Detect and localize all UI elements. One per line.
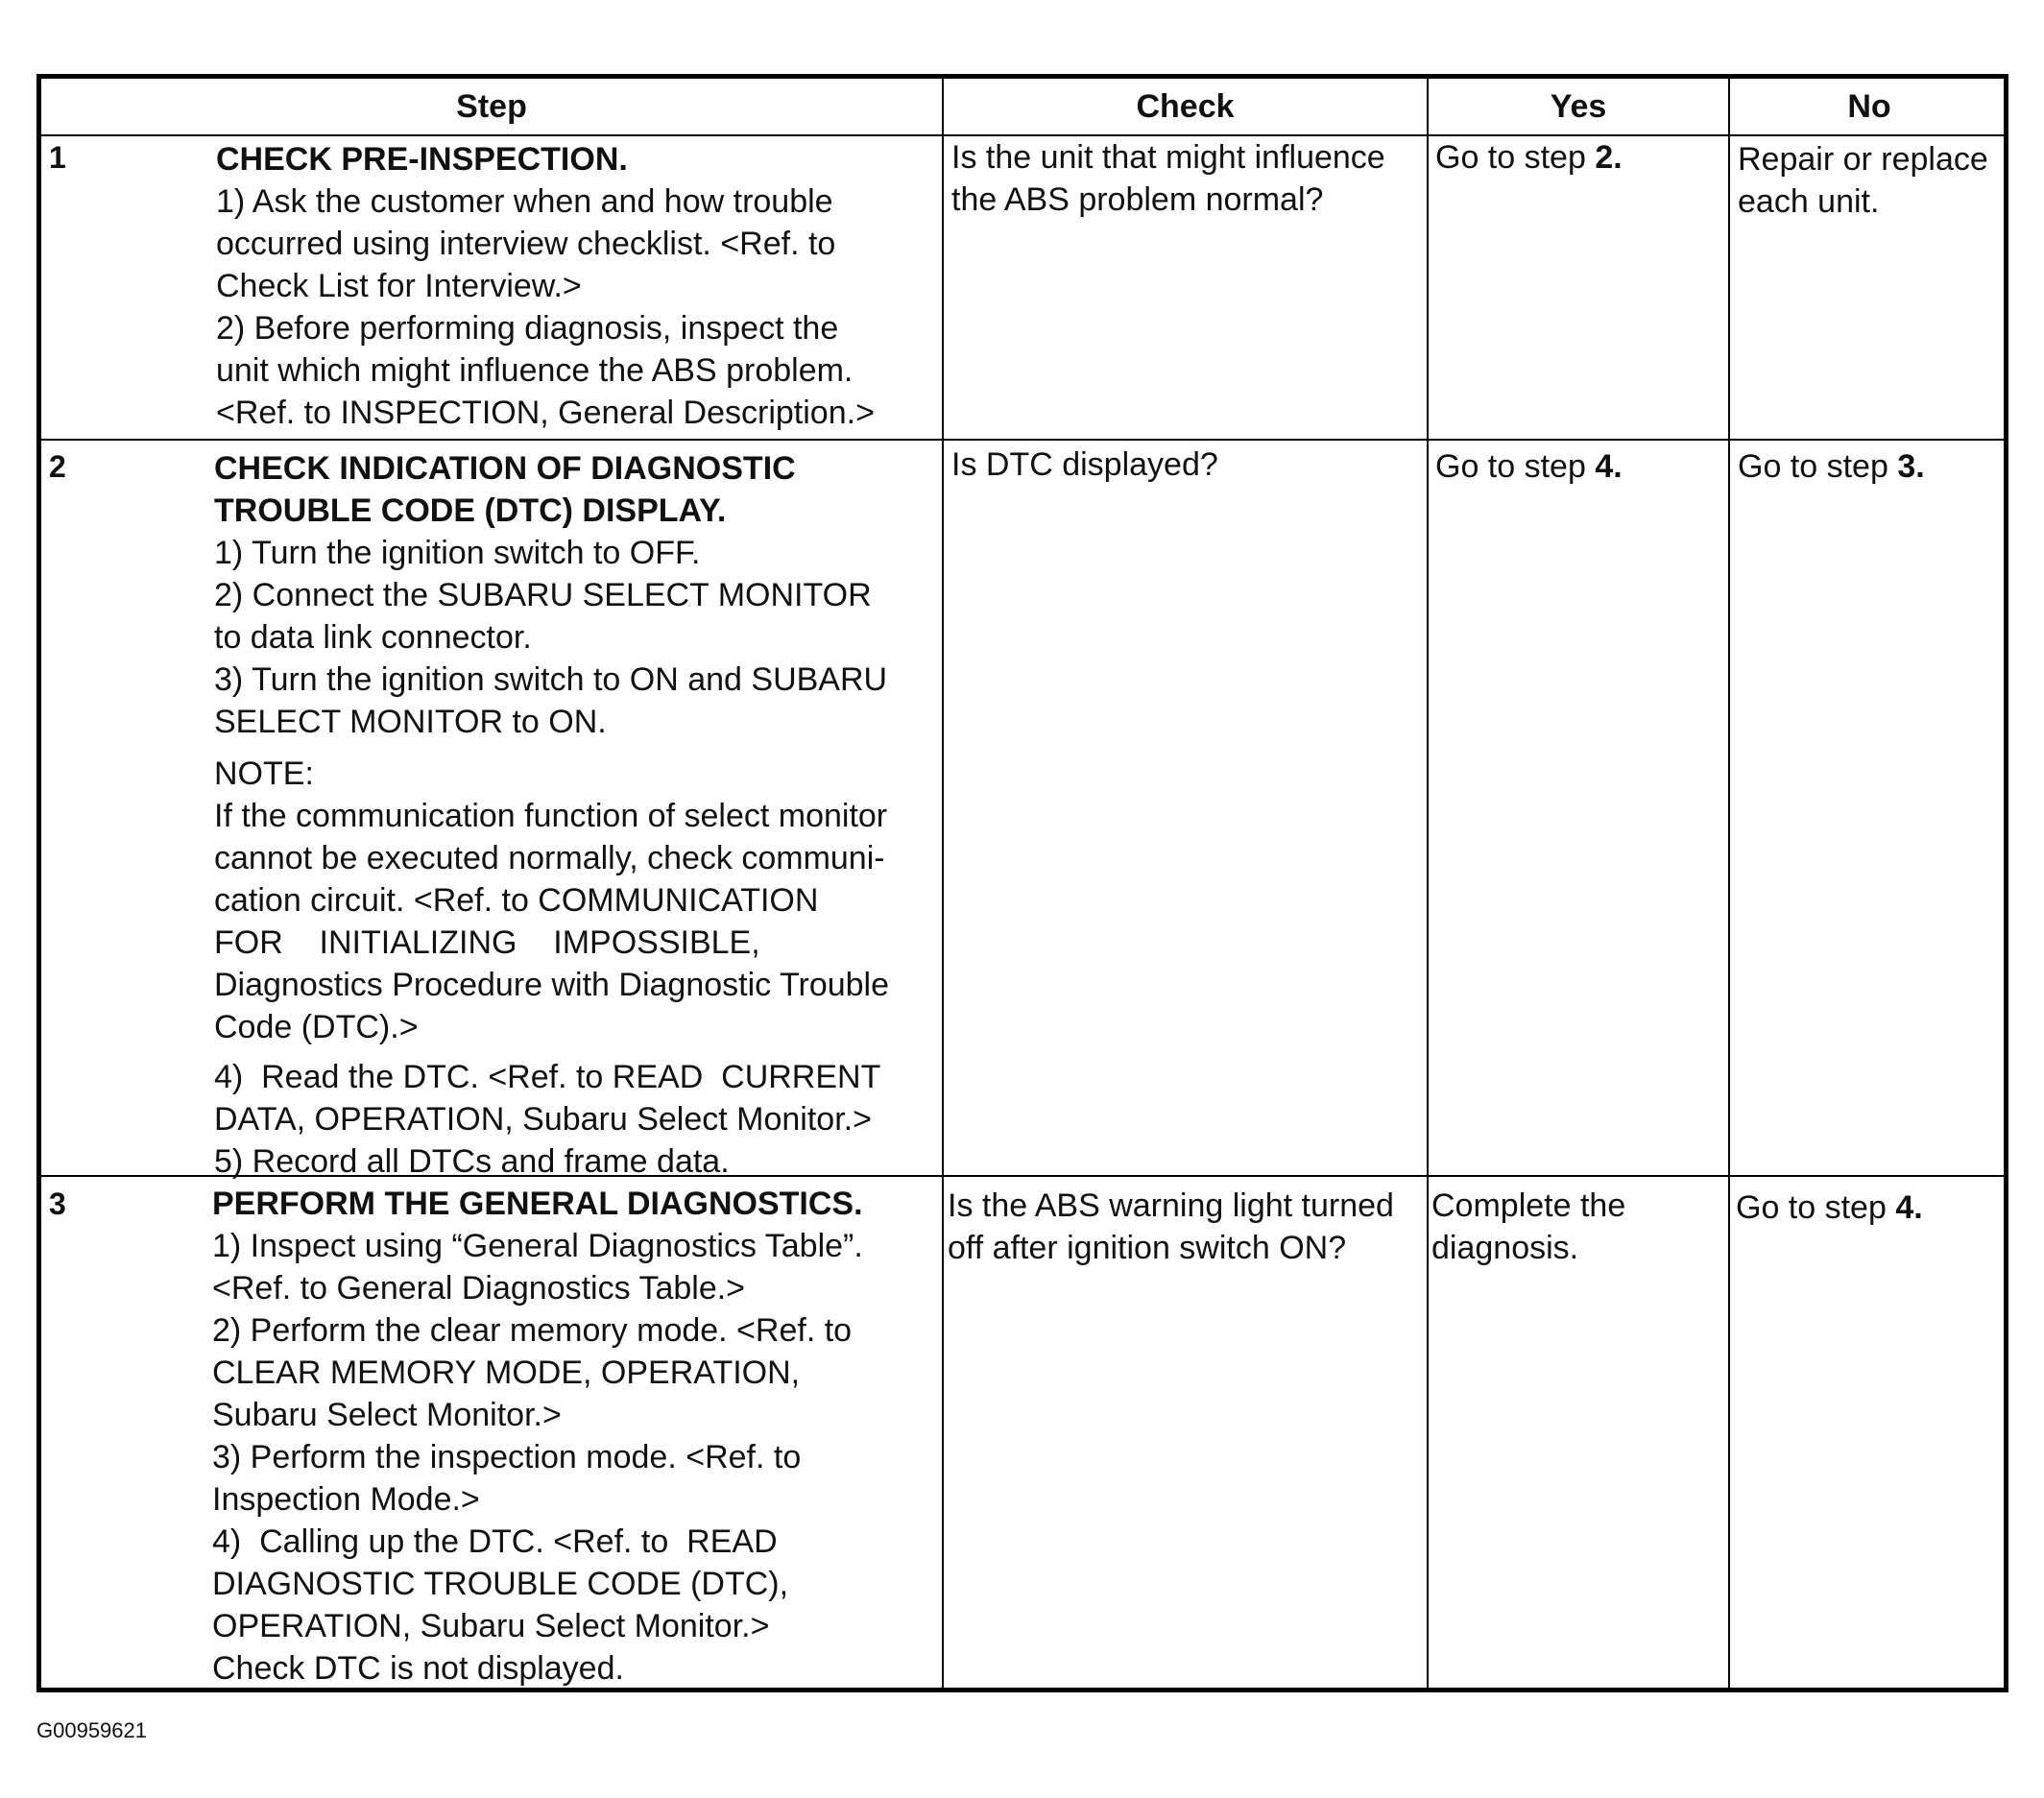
step-title: PERFORM THE GENERAL DIAGNOSTICS.: [212, 1186, 863, 1222]
step-line: 3) Perform the inspection mode. <Ref. to: [212, 1439, 802, 1475]
step-line: 1) Turn the ignition switch to OFF.: [214, 535, 701, 571]
step-title: TROUBLE CODE (DTC) DISPLAY.: [214, 492, 727, 529]
figure-id: G00959621: [36, 1718, 147, 1742]
step-line: 3) Turn the ignition switch to ON and SUBARU: [214, 661, 888, 698]
step-line: DATA, OPERATION, Subaru Select Monitor.>: [214, 1101, 872, 1138]
step-number: 1: [49, 140, 66, 175]
no-text: [1736, 1187, 1923, 1229]
step-line: SELECT MONITOR to ON.: [214, 704, 607, 740]
step-line: 4) Calling up the DTC. <Ref. to READ: [212, 1523, 778, 1560]
step-line: to data link connector.: [214, 619, 532, 656]
step-line: DIAGNOSTIC TROUBLE CODE (DTC),: [212, 1566, 789, 1602]
header-check: Check: [1136, 87, 1235, 125]
step-instructions: [214, 447, 889, 1183]
check-line: off after ignition switch ON?: [948, 1230, 1347, 1266]
note-line: Diagnostics Procedure with Diagnostic Trouble: [214, 967, 890, 1003]
step-instructions: [212, 1183, 863, 1690]
column-divider: [1728, 79, 1730, 1688]
step-line: CLEAR MEMORY MODE, OPERATION,: [212, 1354, 801, 1391]
note-line: Code (DTC).>: [214, 1009, 419, 1045]
check-line: Is DTC displayed?: [951, 446, 1218, 483]
note-line: If the communication function of select monitor: [214, 798, 888, 834]
step-line: 4) Read the DTC. <Ref. to READ CURRENT: [214, 1059, 881, 1095]
step-line: Inspection Mode.>: [212, 1481, 480, 1518]
header-no: No: [1847, 87, 1891, 125]
step-line: Subaru Select Monitor.>: [212, 1397, 562, 1433]
step-line: OPERATION, Subaru Select Monitor.>: [212, 1608, 770, 1644]
no-prefix: Go to step: [1738, 448, 1898, 485]
yes-text: [1435, 136, 1623, 179]
yes-text: [1431, 1185, 1625, 1269]
check-line: the ABS problem normal?: [951, 181, 1324, 218]
check-text: [951, 136, 1385, 221]
header-yes: Yes: [1550, 87, 1607, 125]
yes-line: diagnosis.: [1431, 1230, 1579, 1266]
note-line: FOR INITIALIZING IMPOSSIBLE,: [214, 924, 760, 961]
yes-prefix: Go to step: [1435, 139, 1596, 176]
no-text: [1738, 445, 1925, 488]
no-step-ref: 3.: [1897, 448, 1925, 485]
row-divider: [41, 439, 2004, 441]
step-line: occurred using interview checklist. <Ref. to: [216, 226, 836, 262]
step-line: 1) Inspect using “General Diagnostics Table”.: [212, 1228, 863, 1264]
step-title: CHECK PRE-INSPECTION.: [216, 141, 628, 178]
step-number: 2: [49, 449, 66, 484]
step-line: Check DTC is not displayed.: [212, 1650, 624, 1687]
step-instructions: [216, 138, 875, 434]
check-text: [951, 444, 1218, 486]
step-line: 2) Connect the SUBARU SELECT MONITOR: [214, 577, 872, 613]
no-line: each unit.: [1738, 183, 1880, 220]
no-text: [1738, 138, 1988, 223]
check-line: Is the ABS warning light turned: [948, 1187, 1394, 1224]
no-prefix: Go to step: [1736, 1189, 1896, 1226]
note-line: cannot be executed normally, check communi-: [214, 840, 885, 876]
step-line: <Ref. to INSPECTION, General Description.>: [216, 395, 875, 431]
step-line: 5) Record all DTCs and frame data.: [214, 1143, 730, 1180]
column-divider: [1427, 79, 1429, 1688]
check-text: [948, 1185, 1394, 1269]
no-line: Repair or replace: [1738, 141, 1988, 178]
note-label: NOTE:: [214, 755, 314, 792]
no-step-ref: 4.: [1895, 1189, 1923, 1226]
step-title: CHECK INDICATION OF DIAGNOSTIC: [214, 450, 796, 487]
step-line: 2) Perform the clear memory mode. <Ref. to: [212, 1312, 853, 1349]
yes-step-ref: 4.: [1595, 448, 1623, 485]
diagnostic-table: [36, 74, 2008, 1692]
step-line: unit which might influence the ABS problem.: [216, 352, 854, 389]
column-divider: [942, 79, 944, 1688]
yes-text: [1435, 445, 1623, 488]
step-line: 1) Ask the customer when and how trouble: [216, 183, 833, 220]
yes-prefix: Go to step: [1435, 448, 1596, 485]
header-step: Step: [456, 87, 527, 125]
step-line: 2) Before performing diagnosis, inspect the: [216, 310, 839, 347]
check-line: Is the unit that might influence: [951, 139, 1385, 176]
step-line: <Ref. to General Diagnostics Table.>: [212, 1270, 746, 1307]
yes-step-ref: 2.: [1595, 139, 1623, 176]
note-line: cation circuit. <Ref. to COMMUNICATION: [214, 882, 819, 919]
yes-line: Complete the: [1431, 1187, 1626, 1224]
step-line: Check List for Interview.>: [216, 268, 582, 304]
step-number: 3: [49, 1187, 66, 1221]
